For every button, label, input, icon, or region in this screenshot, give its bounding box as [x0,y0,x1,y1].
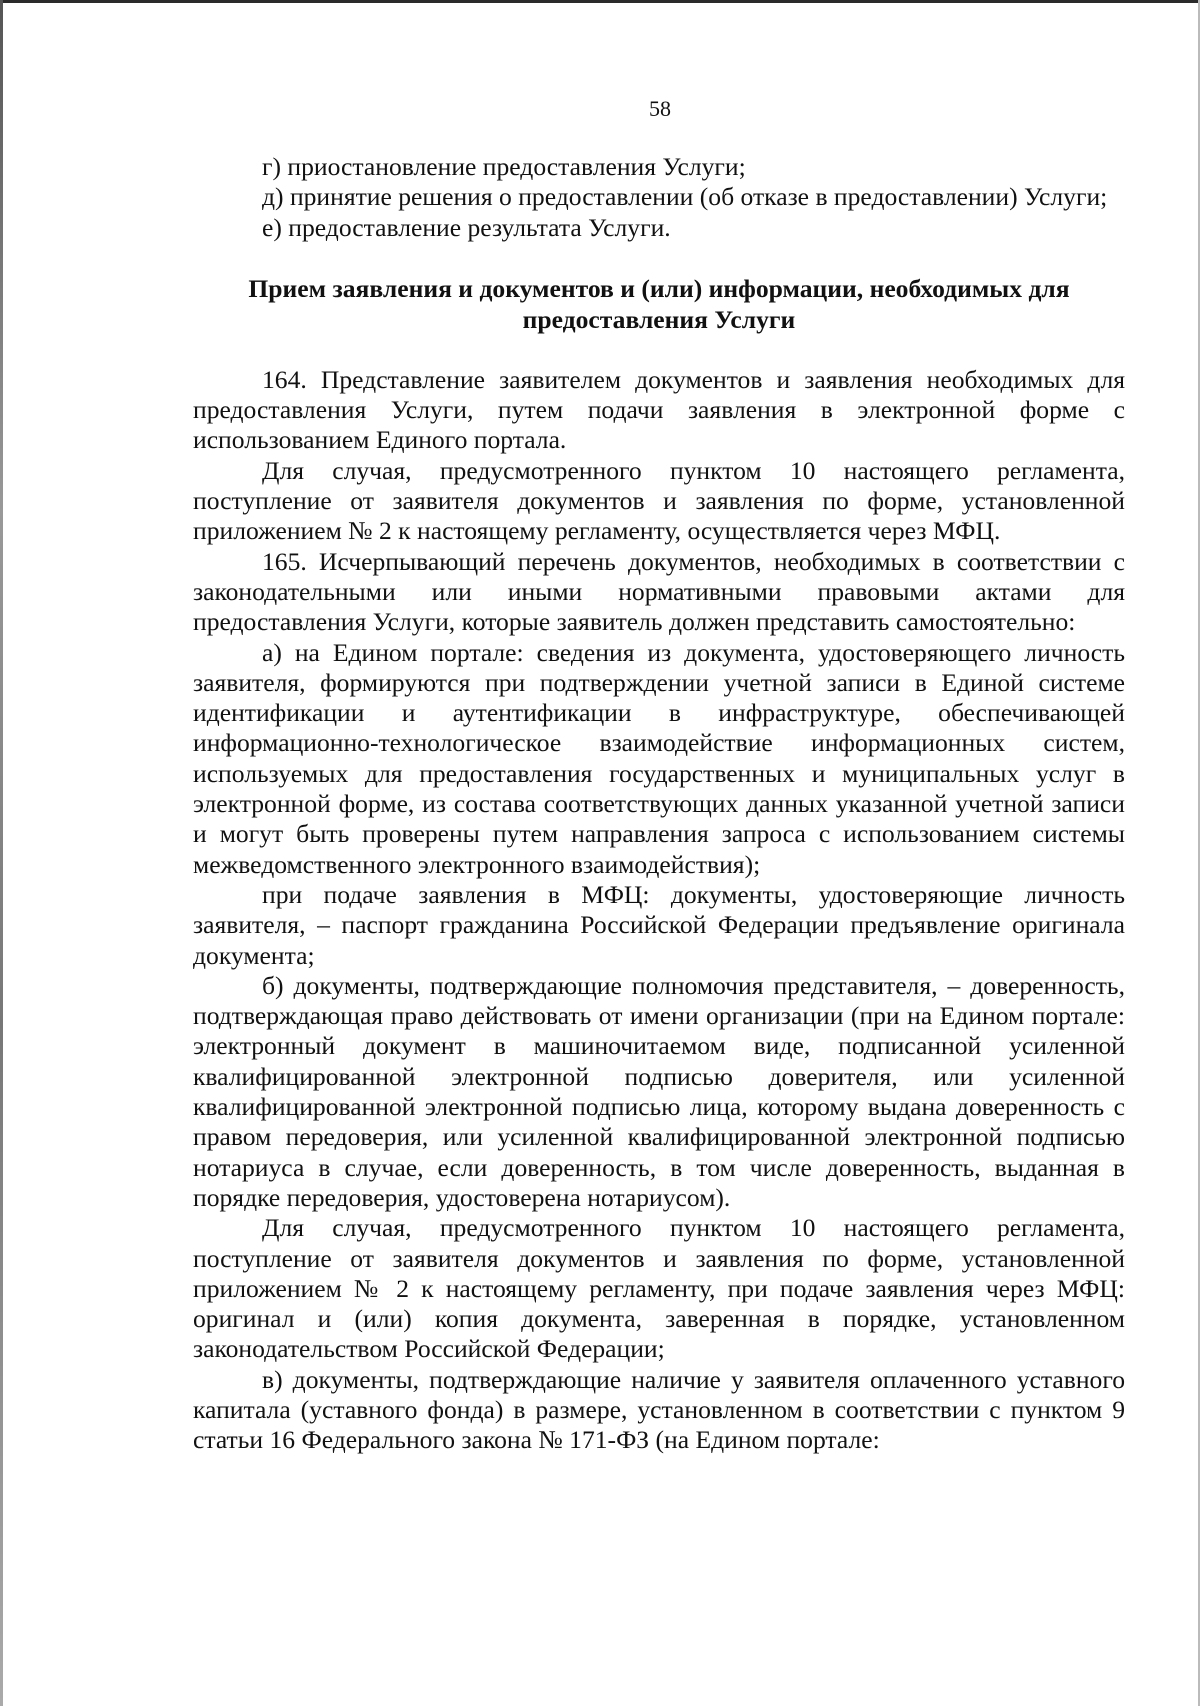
paragraph: при подаче заявления в МФЦ: документы, удостоверяющие личность заявителя, – паспорт гражданина Российской Федерации предъявление оригинала документа; [193,879,1125,970]
page-number: 58 [649,96,671,121]
paragraph: а) на Едином портале: сведения из документа, удостоверяющего личность заявителя, формируются при подтверждении учетной записи в Единой системе идентификации и аутентификации в инфраструктуре, обеспечивающей информационно-технологическое взаимодействие информационных систем, используемых для предоставления государственных и муниципальных услуг в электронной форме, из состава соответствующих данных указанной учетной записи и могут быть проверены путем направления запроса с использованием системы межведомственного электронного взаимодействия); [193,637,1125,879]
paragraph: б) документы, подтверждающие полномочия представителя, – доверенность, подтверждающая право действовать от имени организации (при на Едином портале: электронный документ в машиночитаемом виде, подписанной усиленной квалифицированной электронной подписью доверителя, или усиленной квалифицированной электронной подписью лица, которому выдана доверенность с правом передоверия, или усиленной квалифицированной электронной подписью нотариуса в случае, если доверенность, в том числе доверенность, выданная в порядке передоверия, удостоверена нотариусом). [193,970,1125,1212]
list-item: е) предоставление результата Услуги. [262,212,671,242]
list-item: г) приостановление предоставления Услуги; [262,152,746,181]
paragraph: Для случая, предусмотренного пунктом 10 настоящего регламента, поступление от заявителя документов и заявления по форме, установленной приложением № 2 к настоящему регламенту, осуществляется через МФЦ. [193,455,1125,546]
paragraph-164: 164. Представление заявителем документов и заявления необходимых для предоставления Услуги, путем подачи заявления в электронной форме с использованием Единого портала. [193,364,1125,455]
scan-edge-top [0,0,1200,3]
paragraph: в) документы, подтверждающие наличие у заявителя оплаченного уставного капитала (уставного фонда) в размере, установленном в соответствии с пунктом 9 статьи 16 Федерального закона № 171-ФЗ (на Едином портале: [193,1364,1125,1455]
paragraph-165: 165. Исчерпывающий перечень документов, необходимых в соответствии с законодательными или иными нормативными правовыми актами для предоставления Услуги, которые заявитель должен представить самостоятельно: [193,546,1125,637]
paragraph: Для случая, предусмотренного пунктом 10 настоящего регламента, поступление от заявителя документов и заявления по форме, установленной приложением № 2 к настоящему регламенту, при подаче заявления через МФЦ: оригинал и (или) копия документа, заверенная в порядке, установленном законодательством Российской Федерации; [193,1213,1125,1364]
section-heading: Прием заявления и документов и (или) информации, необходимых для предоставления Услуги [248,273,1070,334]
scan-edge-left [0,0,3,1706]
list-item: д) принятие решения о предоставлении (об отказе в предоставлении) Услуги; [262,182,1108,212]
document-body [193,152,1125,1456]
